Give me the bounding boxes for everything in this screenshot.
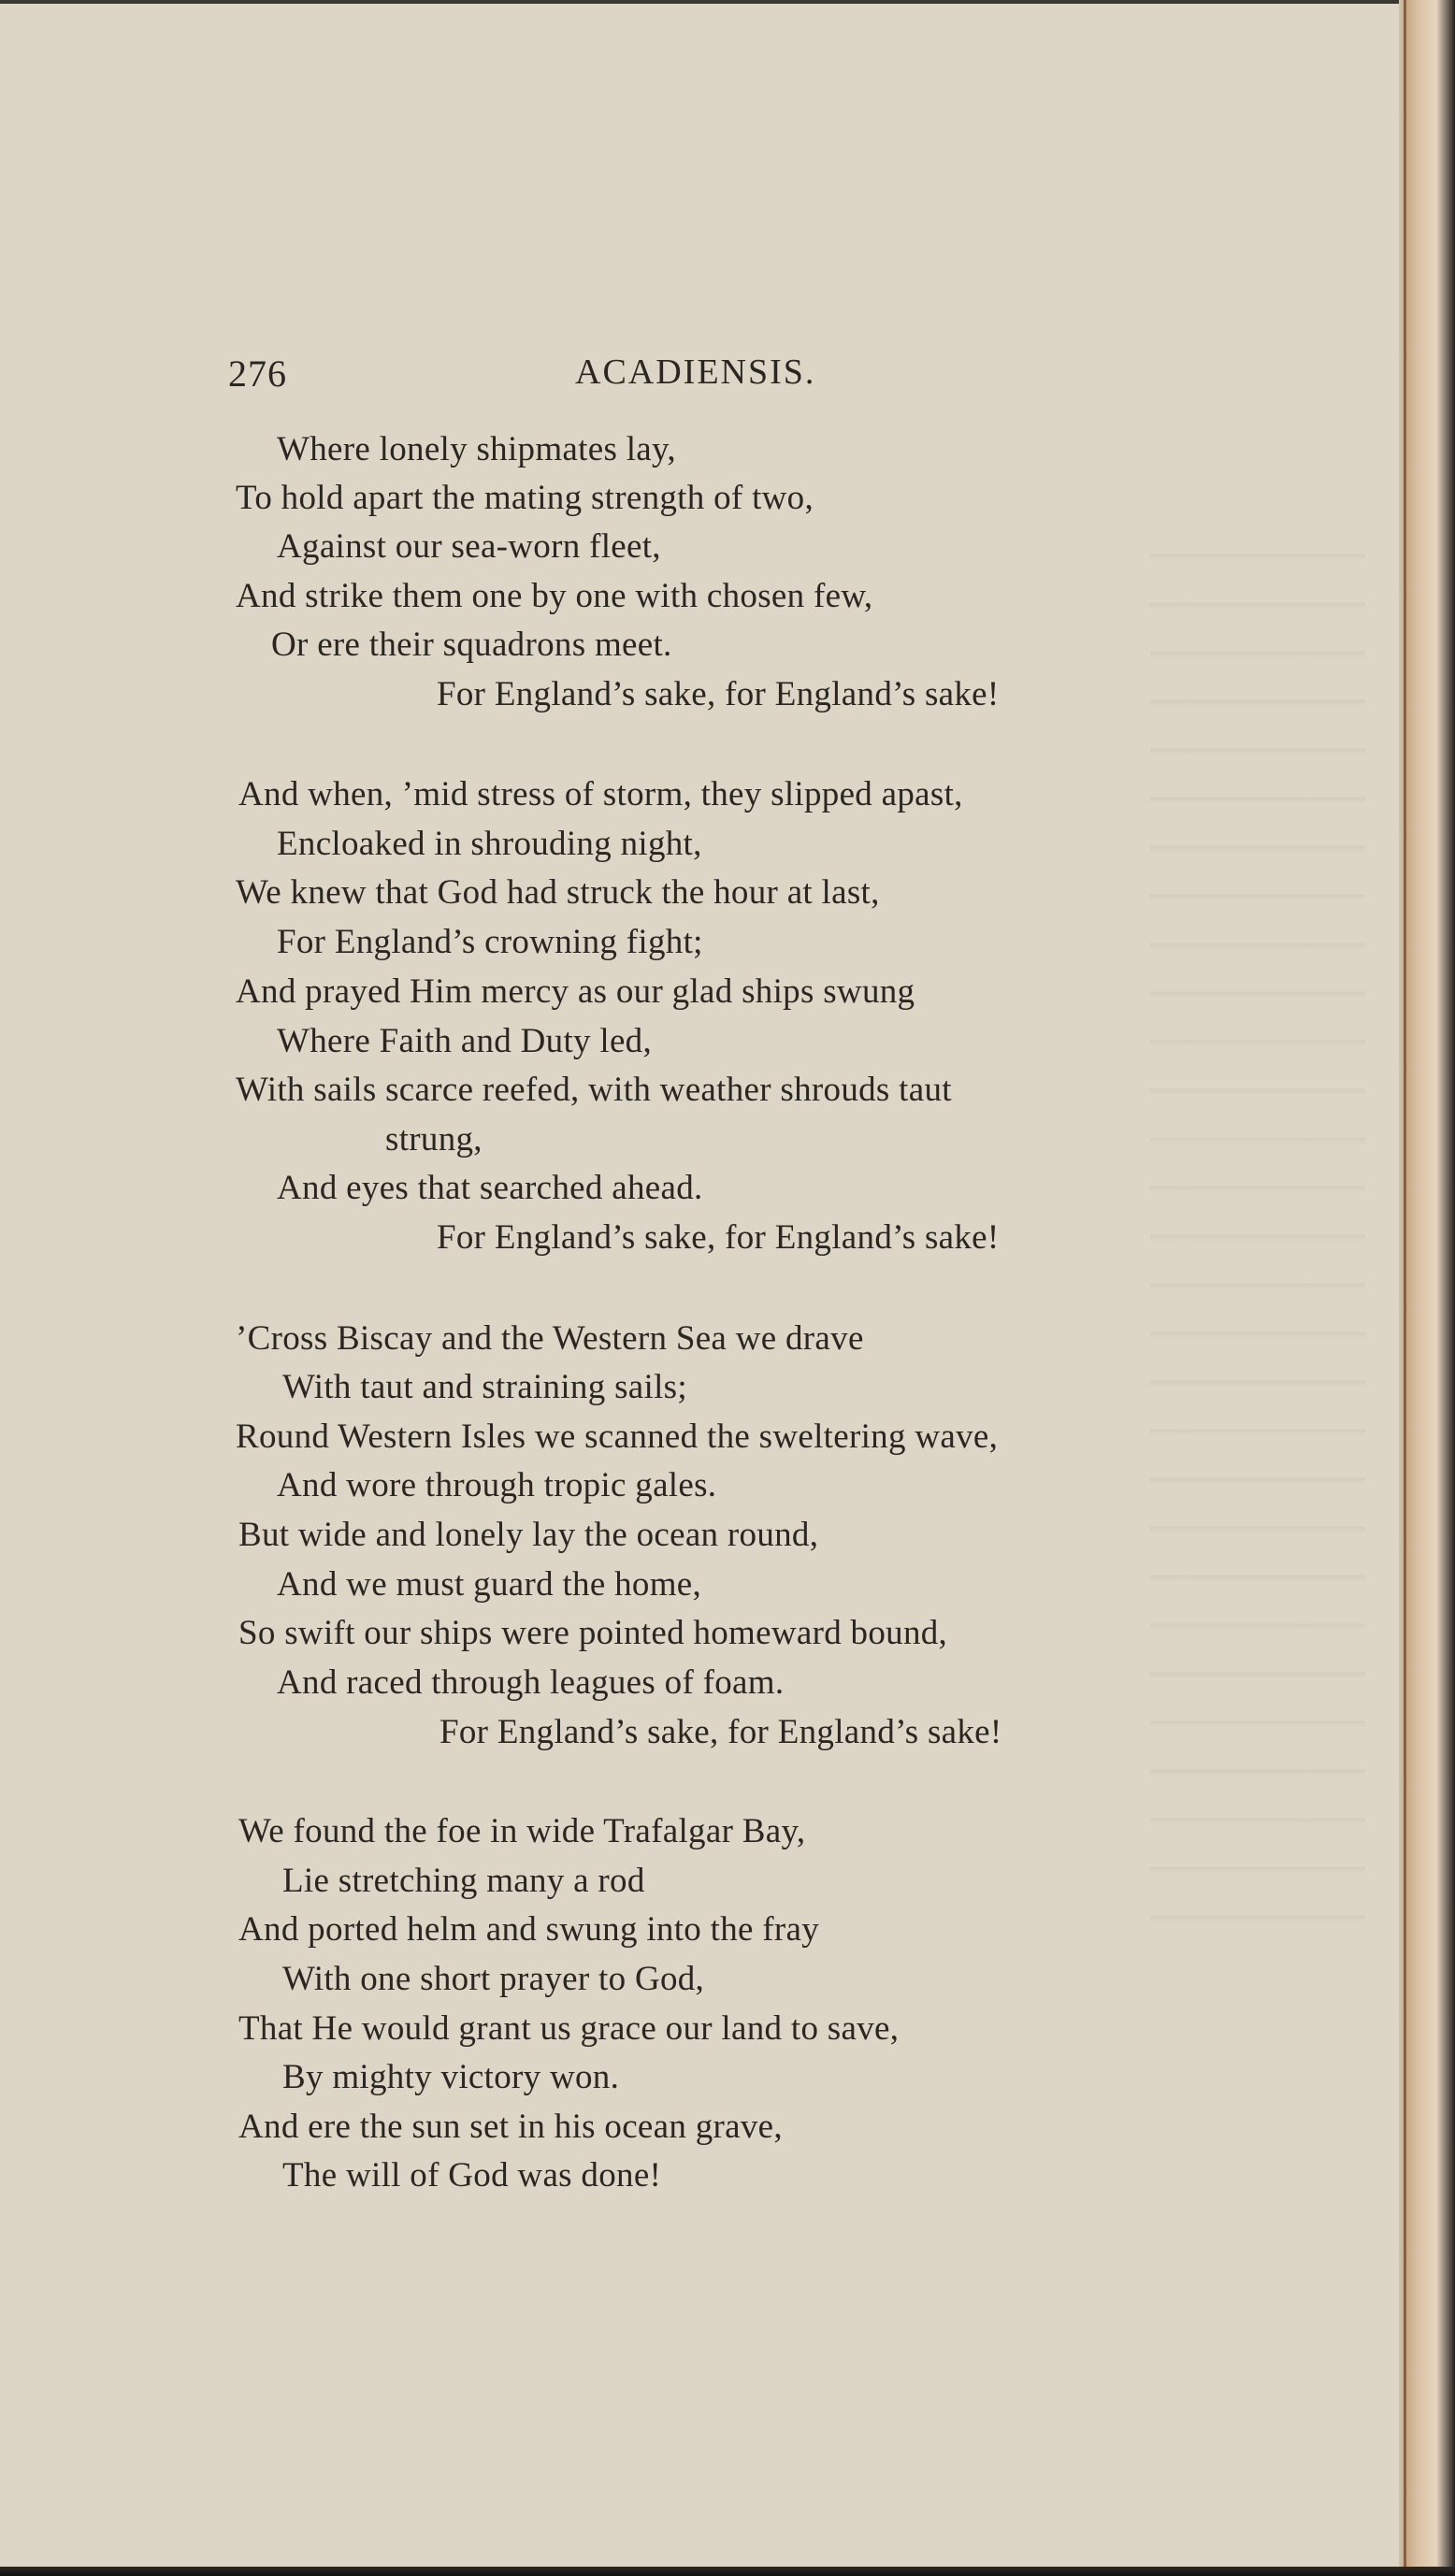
poem-line: With one short prayer to God, bbox=[282, 1960, 705, 1998]
poem-line: And raced through leagues of foam. bbox=[277, 1663, 785, 1702]
poem-line: ’Cross Biscay and the Western Sea we drave bbox=[236, 1319, 864, 1358]
poem-line: We knew that God had struck the hour at last, bbox=[236, 873, 880, 912]
running-head: ACADIENSIS. bbox=[575, 353, 816, 392]
poem-line: That He would grant us grace our land to save, bbox=[238, 2009, 900, 2048]
poem-line: And ere the sun set in his ocean grave, bbox=[238, 2108, 783, 2146]
poem-line: Against our sea-worn fleet, bbox=[277, 527, 661, 566]
page-number: 276 bbox=[228, 353, 287, 395]
poem-refrain: For England’s sake, for England’s sake! bbox=[437, 675, 1000, 713]
poem-refrain: For England’s sake, for England’s sake! bbox=[437, 1218, 1000, 1257]
poem-refrain: For England’s sake, for England’s sake! bbox=[439, 1713, 1002, 1751]
poem-line: The will of God was done! bbox=[282, 2156, 662, 2195]
poem-line: By mighty victory won. bbox=[282, 2058, 620, 2096]
poem-line-continuation: strung, bbox=[385, 1120, 483, 1158]
poem-line: Round Western Isles we scanned the sweltering wave, bbox=[236, 1418, 999, 1456]
poem-line: For England’s crowning fight; bbox=[277, 923, 703, 961]
poem-line: Or ere their squadrons meet. bbox=[271, 626, 672, 664]
poem-line: And ported helm and swung into the fray bbox=[238, 1910, 820, 1949]
poem-line: And wore through tropic gales. bbox=[277, 1466, 717, 1504]
poem-line: Where Faith and Duty led, bbox=[277, 1022, 653, 1060]
poem-line: But wide and lonely lay the ocean round, bbox=[238, 1516, 819, 1554]
poem-line: With taut and straining sails; bbox=[282, 1368, 687, 1406]
poem-line: Lie stretching many a rod bbox=[282, 1862, 645, 1900]
poem-line: And eyes that searched ahead. bbox=[277, 1169, 703, 1207]
poem-line: And strike them one by one with chosen few, bbox=[236, 577, 873, 615]
poem-line: And when, ’mid stress of storm, they slipped apast, bbox=[238, 775, 963, 813]
poem-line: So swift our ships were pointed homeward bound, bbox=[238, 1614, 948, 1652]
poem-line: Where lonely shipmates lay, bbox=[277, 430, 676, 468]
poem-line: We found the foe in wide Trafalgar Bay, bbox=[238, 1812, 806, 1850]
poem-line: And prayed Him mercy as our glad ships swung bbox=[236, 972, 915, 1011]
poem-line: Encloaked in shrouding night, bbox=[277, 825, 702, 863]
poem-line: To hold apart the mating strength of two, bbox=[236, 479, 814, 517]
poem-line: And we must guard the home, bbox=[277, 1565, 702, 1604]
poem-line: With sails scarce reefed, with weather shrouds taut bbox=[236, 1071, 952, 1109]
